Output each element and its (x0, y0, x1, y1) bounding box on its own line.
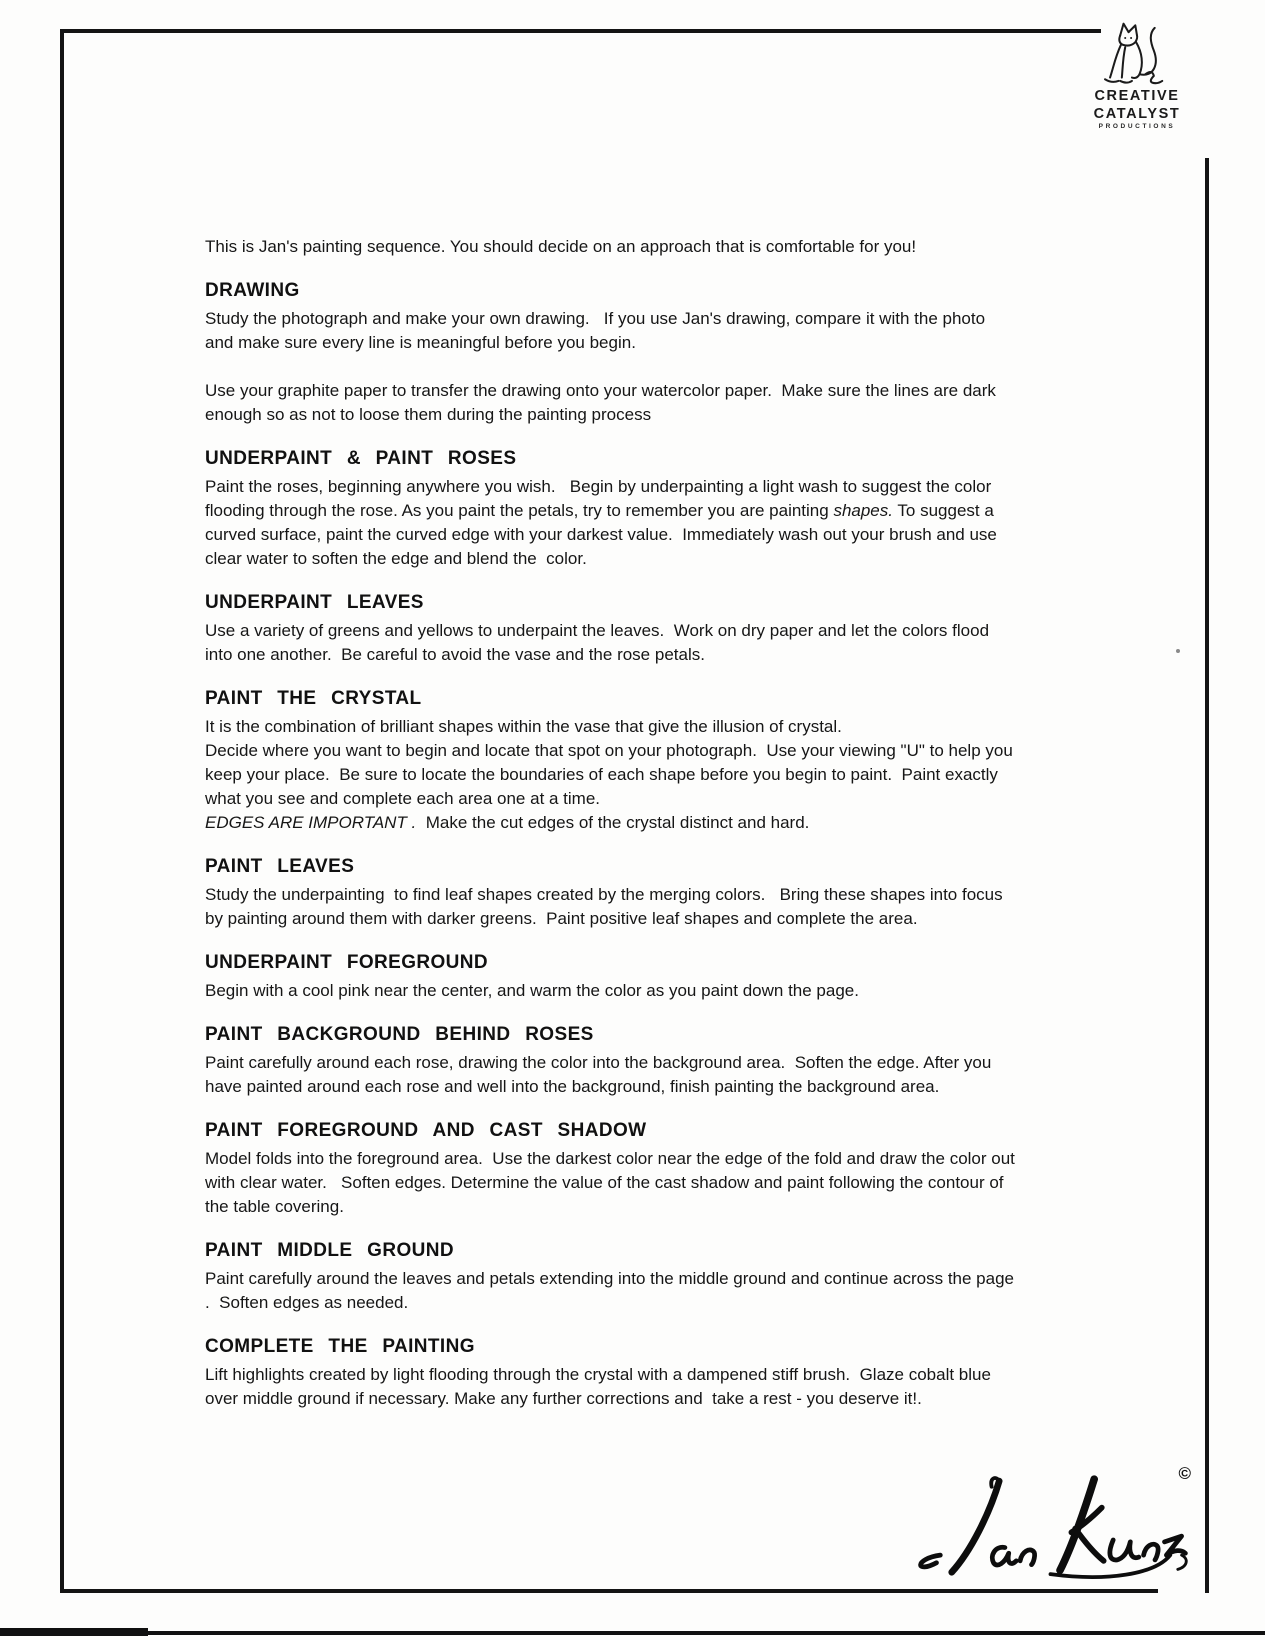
section-paragraph: It is the combination of brilliant shapes within the vase that give the illusion of crystal. (205, 717, 842, 736)
section-heading: PAINT THE CRYSTAL (205, 688, 422, 709)
section-paragraph: Begin with a cool pink near the center, and warm the color as you paint down the page. (205, 981, 859, 1000)
page-border-left (60, 29, 64, 1593)
section-paint-middle-ground (205, 1240, 1018, 1315)
section-heading: DRAWING (205, 280, 300, 301)
copyright-symbol: © (1178, 1464, 1191, 1483)
section-paragraph: Paint carefully around each rose, drawing the color into the background area. Soften the edge. After you have painted around each rose and well into the background, finish painting the background area. (205, 1053, 997, 1096)
section-paragraph (205, 811, 1018, 835)
section-heading: UNDERPAINT & PAINT ROSES (205, 448, 517, 469)
section-paragraph (205, 475, 1018, 571)
section-paragraph: Model folds into the foreground area. Use the darkest color near the edge of the fold and draw the color out with clear water. Soften edges. Determine the value of the cast shadow and paint following the contour of the table covering. (205, 1149, 1020, 1216)
section-heading: PAINT FOREGROUND AND CAST SHADOW (205, 1120, 647, 1141)
signature (908, 1462, 1193, 1597)
section-paint-leaves (205, 856, 1018, 931)
paragraph-text: Make the cut edges of the crystal distinct and hard. (416, 813, 810, 832)
section-underpaint-paint-roses (205, 448, 1018, 571)
paragraph-text: Paint the roses, beginning anywhere you wish. Begin by underpainting a light wash to suggest the color flooding through the rose. As you paint the petals, try to remember you are painting (205, 477, 997, 520)
section-paint-foreground-and-cast-shadow (205, 1120, 1018, 1219)
logo-line-productions: PRODUCTIONS (1098, 123, 1176, 130)
cat-icon (1094, 22, 1180, 86)
section-paragraph: Study the underpainting to find leaf shapes created by the merging colors. Bring these shapes into focus by painting around them with darker greens. Paint positive leaf shapes and complete the area. (205, 885, 1008, 928)
logo-line-catalyst: CATALYST (1093, 105, 1181, 122)
scan-speck (1176, 649, 1180, 653)
scan-artifact-bar-left (0, 1628, 148, 1636)
page-border-top (60, 29, 1101, 33)
logo-line-creative: CREATIVE (1094, 88, 1180, 104)
section-heading: PAINT LEAVES (205, 856, 355, 877)
signature-icon (908, 1462, 1193, 1597)
section-drawing (205, 280, 1018, 427)
section-paragraph: Decide where you want to begin and locate that spot on your photograph. Use your viewing "U" to help you keep your place. Be sure to locate the boundaries of each shape before you begin to paint. Paint exactly what you see and complete each area one at a time. (205, 741, 1018, 808)
section-complete-the-painting (205, 1336, 1018, 1411)
section-paragraph: Use a variety of greens and yellows to underpaint the leaves. Work on dry paper and let the colors flood into one another. Be careful to avoid the vase and the rose petals. (205, 621, 994, 664)
section-paragraph: Study the photograph and make your own drawing. If you use Jan's drawing, compare it with the photo and make sure every line is meaningful before you begin. (205, 309, 990, 352)
section-paint-the-crystal (205, 688, 1018, 835)
intro-text: This is Jan's painting sequence. You should decide on an approach that is comfortable for you! (205, 237, 917, 256)
section-paragraph: Use your graphite paper to transfer the drawing onto your watercolor paper. Make sure the lines are dark enough so as not to loose them during the painting process (205, 381, 1001, 424)
section-underpaint-leaves (205, 592, 1018, 667)
creative-catalyst-logo (1062, 22, 1212, 131)
section-heading: PAINT BACKGROUND BEHIND ROSES (205, 1024, 594, 1045)
section-heading: PAINT MIDDLE GROUND (205, 1240, 455, 1261)
document-body (205, 218, 1018, 1411)
section-heading: COMPLETE THE PAINTING (205, 1336, 475, 1357)
section-underpaint-foreground (205, 952, 1018, 1003)
section-paragraph: Paint carefully around the leaves and petals extending into the middle ground and continue across the page . Soften edges as needed. (205, 1269, 1019, 1312)
italic-phrase: shapes. (833, 501, 893, 520)
paragraph-text: To suggest a curved surface, paint the curved edge with your darkest value. Immediately wash out your brush and use clear water to soften the edge and blend the color. (205, 501, 1002, 568)
section-heading: UNDERPAINT FOREGROUND (205, 952, 489, 973)
scan-artifact-bar (0, 1631, 1265, 1635)
page-border-right (1205, 158, 1209, 1593)
section-paint-background-behind-roses (205, 1024, 1018, 1099)
section-heading: UNDERPAINT LEAVES (205, 592, 424, 613)
italic-phrase: EDGES ARE IMPORTANT . (205, 813, 417, 832)
section-paragraph: Lift highlights created by light flooding through the crystal with a dampened stiff brush. Glaze cobalt blue over middle ground if necessary. Make any further corrections and take a rest - you deserve it!. (205, 1365, 996, 1408)
